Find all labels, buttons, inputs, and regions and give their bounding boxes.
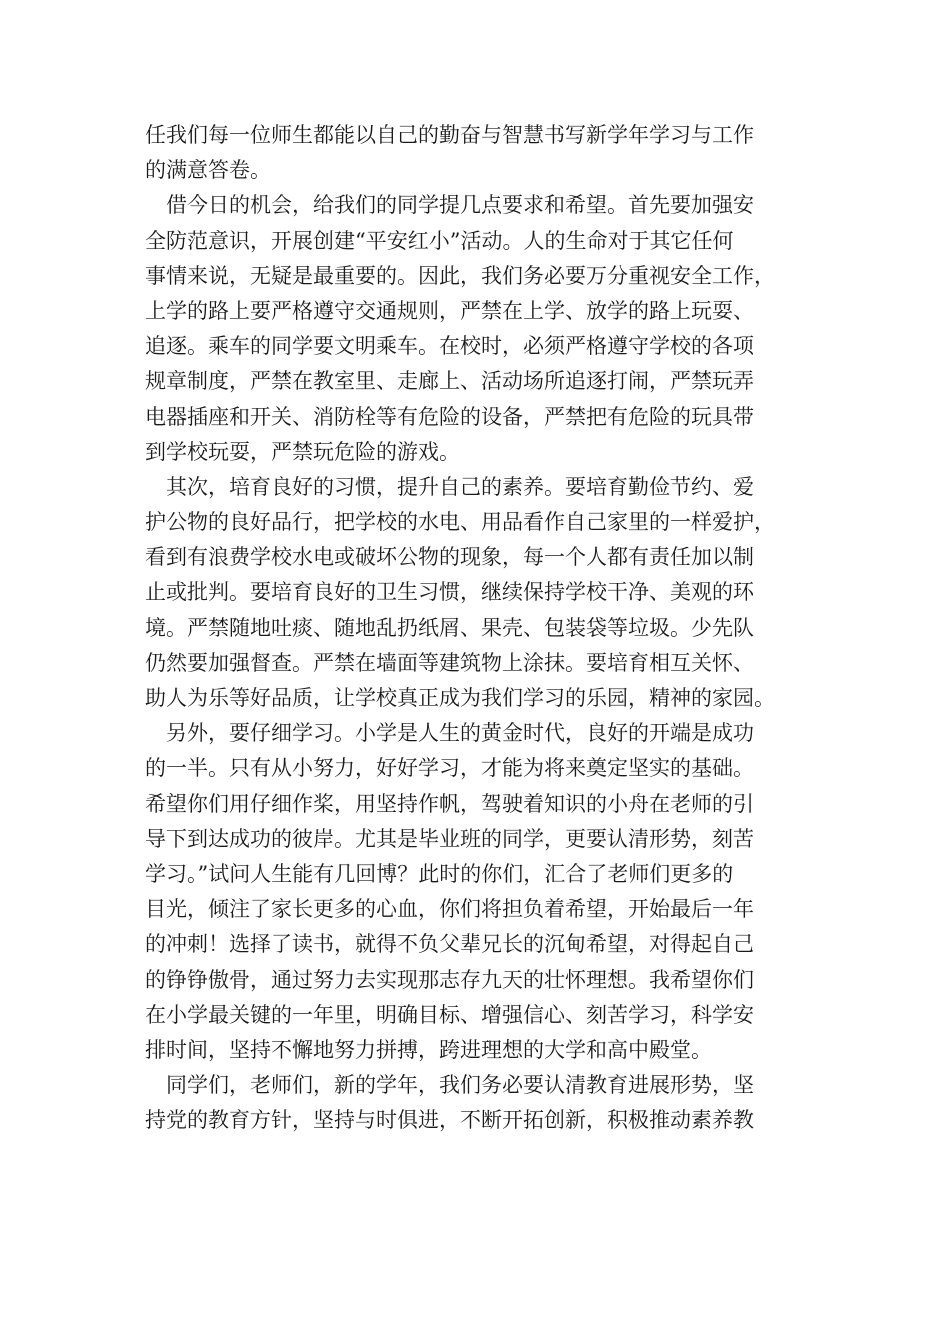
text-line: 学习。”试问人生能有几回博？此时的你们，汇合了老师们更多的	[145, 861, 734, 886]
text-line: 希望你们用仔细作桨，用坚持作帆，驾驶着知识的小舟在老师的引	[145, 791, 754, 816]
paragraph-start-line: 同学们，老师们，新的学年，我们务必要认清教育进展形势，坚	[166, 1073, 754, 1098]
paragraph-start-line: 其次，培育良好的习惯，提升自己的素养。要培育勤俭节约、爱	[166, 474, 754, 499]
document-body	[145, 118, 805, 1138]
text-line: 的一半。只有从小努力，好好学习，才能为将来奠定坚实的基础。	[145, 756, 754, 781]
text-line: 助人为乐等好品质，让学校真正成为我们学习的乐园，精神的家园。	[145, 686, 775, 710]
text-line: 的铮铮傲骨，通过努力去实现那志存九天的壮怀理想。我希望你们	[145, 967, 754, 992]
text-line: 全防范意识，开展创建“平安红小”活动。人的生命对于其它任何	[145, 228, 734, 253]
text-line: 境。严禁随地吐痰、随地乱扔纸屑、果壳、包装袋等垃圾。少先队	[145, 615, 754, 640]
text-line: 护公物的良好品行，把学校的水电、用品看作自己家里的一样爱护，	[145, 510, 775, 535]
text-line: 的满意答卷。	[145, 158, 271, 183]
text-line: 看到有浪费学校水电或破坏公物的现象，每一个人都有责任加以制	[145, 545, 754, 570]
text-line: 仍然要加强督查。严禁在墙面等建筑物上涂抹。要培育相互关怀、	[145, 650, 754, 675]
text-line: 任我们每一位师生都能以自己的勤奋与智慧书写新学年学习与工作	[145, 123, 754, 147]
text-line: 在小学最关键的一年里，明确目标、增强信心、刻苦学习，科学安	[145, 1002, 754, 1027]
text-line: 电器插座和开关、消防栓等有危险的设备，严禁把有危险的玩具带	[145, 404, 754, 429]
text-line: 规章制度，严禁在教室里、走廊上、活动场所追逐打闹，严禁玩弄	[145, 369, 754, 394]
text-line: 到学校玩耍，严禁玩危险的游戏。	[145, 439, 460, 464]
text-line: 的冲刺！选择了读书，就得不负父辈兄长的沉甸希望，对得起自己	[145, 932, 754, 957]
text-line: 上学的路上要严格遵守交通规则，严禁在上学、放学的路上玩耍、	[145, 298, 754, 323]
text-line: 追逐。乘车的同学要文明乘车。在校时，必须严格遵守学校的各项	[145, 334, 754, 359]
text-line: 目光，倾注了家长更多的心血，你们将担负着希望，开始最后一年	[145, 897, 754, 922]
text-line: 事情来说，无疑是最重要的。因此，我们务必要万分重视安全工作，	[145, 263, 775, 288]
paragraph-start-line: 另外，要仔细学习。小学是人生的黄金时代，良好的开端是成功	[166, 721, 754, 746]
text-line: 导下到达成功的彼岸。尤其是毕业班的同学，更要认清形势，刻苦	[145, 826, 754, 851]
text-line: 持党的教育方针，坚持与时俱进，不断开拓创新，积极推动素养教	[145, 1108, 754, 1133]
text-line: 止或批判。要培育良好的卫生习惯，继续保持学校干净、美观的环	[145, 580, 754, 605]
paragraph-start-line: 借今日的机会，给我们的同学提几点要求和希望。首先要加强安	[166, 193, 754, 218]
text-line: 排时间，坚持不懈地努力拼搏，跨进理想的大学和高中殿堂。	[145, 1037, 712, 1062]
